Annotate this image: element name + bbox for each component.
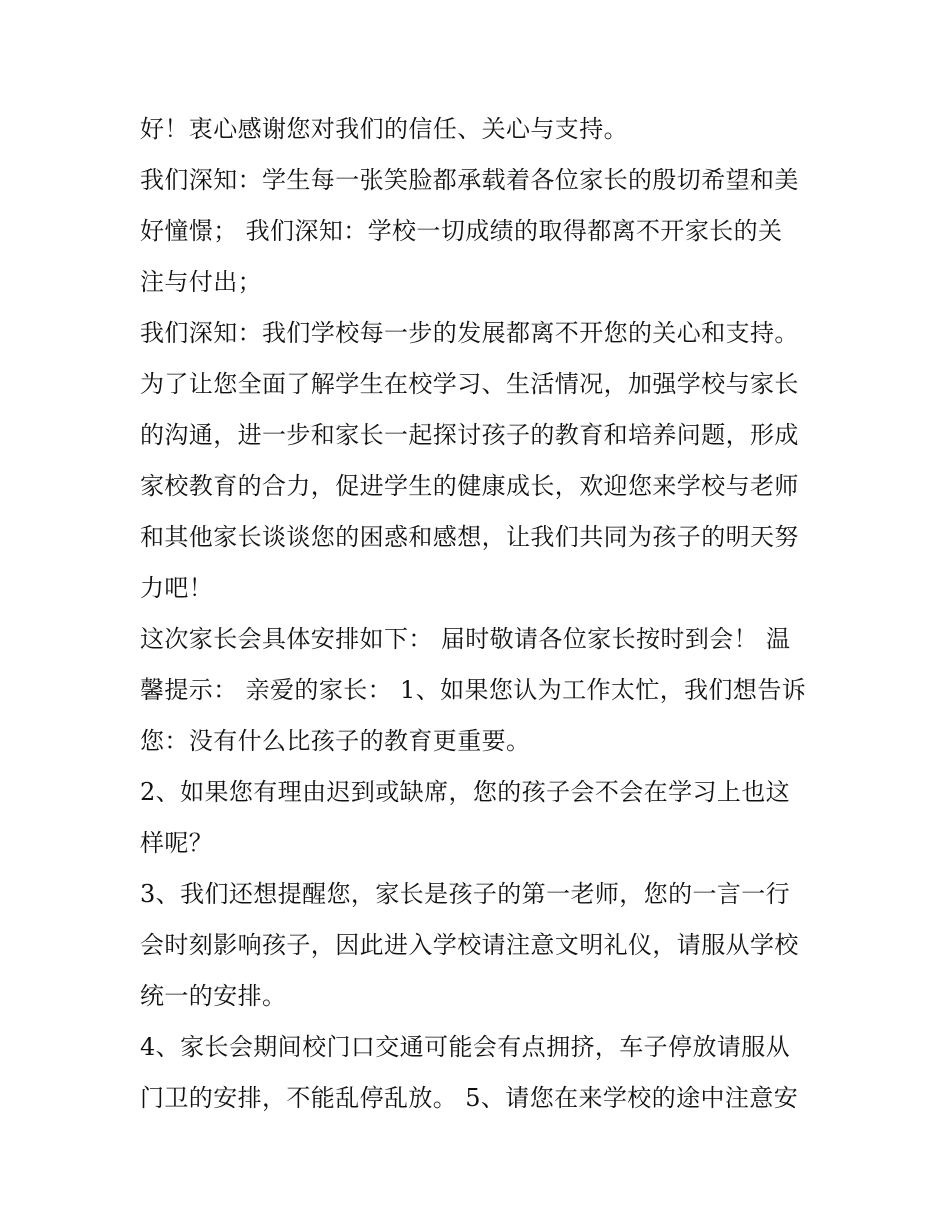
text-line: 力吧！	[140, 574, 214, 602]
text-line: 为了让您全面了解学生在校学习、生活情况，加强学校与家长	[140, 370, 799, 398]
text-line: 馨提示： 亲爱的家长： 1、如果您认为工作太忙，我们想告诉	[140, 676, 807, 704]
text-line: 我们深知：学生每一张笑脸都承载着各位家长的殷切希望和美	[140, 166, 799, 194]
text-line: 的沟通，进一步和家长一起探讨孩子的教育和培养问题，形成	[140, 421, 799, 449]
text-line: 2、如果您有理由迟到或缺席，您的孩子会不会在学习上也这	[140, 778, 791, 806]
text-line: 门卫的安排，不能乱停乱放。 5、请您在来学校的途中注意安	[140, 1084, 799, 1112]
text-line: 4、家长会期间校门口交通可能会有点拥挤，车子停放请服从	[140, 1033, 791, 1061]
text-line: 我们深知：我们学校每一步的发展都离不开您的关心和支持。	[140, 319, 799, 347]
text-line: 和其他家长谈谈您的困惑和感想，让我们共同为孩子的明天努	[140, 523, 799, 551]
text-line: 会时刻影响孩子，因此进入学校请注意文明礼仪，请服从学校	[140, 931, 799, 959]
document-body	[140, 104, 820, 1124]
text-line: 统一的安排。	[140, 982, 287, 1010]
text-line: 好憧憬； 我们深知：学校一切成绩的取得都离不开家长的关	[140, 217, 783, 245]
text-line: 这次家长会具体安排如下： 届时敬请各位家长按时到会！ 温	[140, 625, 791, 653]
text-line: 样呢？	[140, 829, 214, 857]
text-line: 注与付出；	[140, 268, 262, 296]
text-line: 家校教育的合力，促进学生的健康成长，欢迎您来学校与老师	[140, 472, 799, 500]
text-line: 3、我们还想提醒您，家长是孩子的第一老师，您的一言一行	[140, 880, 791, 908]
text-line: 您：没有什么比孩子的教育更重要。	[140, 727, 531, 755]
text-line: 好！衷心感谢您对我们的信任、关心与支持。	[140, 115, 628, 143]
